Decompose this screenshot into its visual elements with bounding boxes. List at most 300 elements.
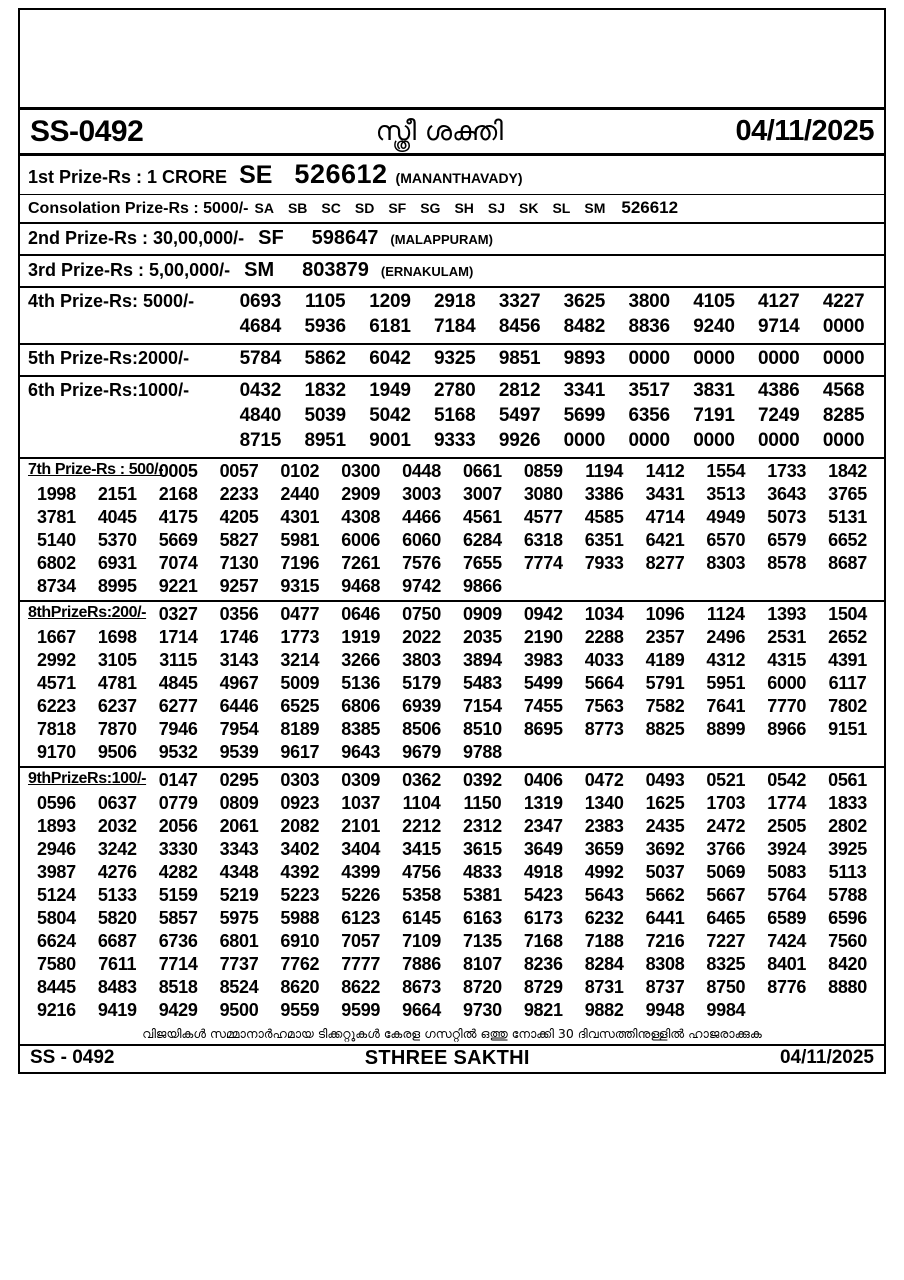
prize-number: 5042 [369,405,411,426]
consolation-series-letter: SB [287,200,308,216]
prize-number: 8729 [523,977,563,997]
eighth-prize-label: 8thPrizeRs:200/- [28,604,147,621]
grid-spacer: 0000 [822,430,865,451]
prize-number: 6356 [628,405,670,426]
prize-number: 1504 [828,604,867,624]
prize-number: 9617 [280,742,320,762]
prize-number: 6237 [97,696,137,716]
prize-number: 5667 [706,885,746,905]
prize-number: 6277 [158,696,198,716]
prize-number: 3386 [584,484,624,504]
prize-number: 5951 [706,673,746,693]
prize-number: 5140 [37,530,76,550]
prize-number: 5804 [37,908,76,928]
prize-number: 4585 [584,507,624,527]
prize-number: 1773 [280,627,320,647]
prize-number: 5483 [463,673,502,693]
prize-number: 1124 [706,604,745,624]
prize-number: 5643 [584,885,624,905]
prize-number: 5788 [828,885,867,905]
footer-lottery-name: STHREE SAKTHI [364,1046,530,1069]
prize-number: 0750 [402,604,441,624]
prize-number: 7216 [645,931,685,951]
prize-number: 2288 [584,627,624,647]
prize-number: 6441 [645,908,685,928]
prize-number: 3800 [628,291,670,312]
prize-number: 0493 [645,770,685,790]
first-prize-number: 526612 [294,159,388,189]
prize-number: 2505 [767,816,807,836]
prize-number: 8325 [706,954,746,974]
prize-number: 9664 [402,1000,441,1020]
prize-number: 6589 [767,908,807,928]
prize-number: 7130 [219,553,259,573]
second-prize-row [20,224,884,256]
prize-number: 7424 [767,931,807,951]
prize-number: 5069 [706,862,746,882]
prize-number: 4105 [693,291,735,312]
prize-number: 0859 [523,461,563,481]
prize-number: 8524 [219,977,259,997]
prize-number: 8510 [463,719,502,739]
grid-spacer: 0000 [758,430,800,451]
consolation-prize-label: Consolation Prize-Rs : 5000/- [28,200,249,217]
prize-number: 9559 [280,1000,320,1020]
prize-number: 8420 [828,954,867,974]
prize-number: 0472 [584,770,624,790]
prize-number: 1150 [463,793,502,813]
prize-number: 4833 [463,862,502,882]
prize-number: 1714 [158,627,198,647]
prize-number: 4175 [158,507,198,527]
prize-number: 7611 [98,954,137,974]
prize-number: 7870 [97,719,137,739]
prize-number: 5168 [434,405,476,426]
prize-number: 2082 [280,816,320,836]
prize-number: 1667 [37,627,76,647]
prize-number: 7774 [523,553,563,573]
prize-number: 3987 [37,862,76,882]
prize-number: 6232 [584,908,624,928]
prize-number: 8825 [645,719,685,739]
prize-number: 8189 [280,719,320,739]
prize-number: 3343 [219,839,259,859]
prize-number: 5083 [767,862,807,882]
prize-number: 2357 [645,627,685,647]
prize-number: 7777 [341,954,381,974]
prize-number: 3115 [159,650,198,670]
prize-number: 2190 [523,627,563,647]
ninth-prize-label: 9thPrizeRs:100/- [28,770,147,787]
prize-number: 9257 [219,576,259,596]
prize-number: 2812 [498,380,541,401]
prize-number: 4391 [828,650,867,670]
prize-number: 3615 [463,839,502,859]
fifth-prize-label: 5th Prize-Rs:2000/- [28,348,190,368]
prize-number: 7135 [463,931,502,951]
prize-number: 6145 [402,908,441,928]
prize-number: 1194 [585,461,624,481]
prize-number: 8995 [97,576,137,596]
prize-number: 8773 [584,719,624,739]
prize-number: 7560 [828,931,867,951]
prize-number: 5784 [239,348,282,369]
prize-number: 4189 [645,650,685,670]
prize-number: 0356 [219,604,259,624]
prize-number: 9325 [434,348,476,369]
prize-number: 7074 [158,553,198,573]
prize-number: 9948 [645,1000,685,1020]
prize-number: 9240 [693,316,735,337]
prize-number: 6802 [37,553,76,573]
prize-number: 8518 [158,977,198,997]
prize-number: 0561 [828,770,867,790]
prize-number: 1105 [304,291,346,312]
second-prize-number: 598647 [311,227,379,249]
prize-number: 4386 [758,380,800,401]
prize-number: 2496 [706,627,746,647]
prize-number: 7802 [828,696,867,716]
first-prize-row [20,156,884,195]
seventh-prize-label: 7th Prize-Rs : 500/- [28,461,164,478]
prize-number: 3625 [563,291,606,312]
prize-number: 1340 [584,793,624,813]
prize-number: 8622 [341,977,381,997]
prize-number: 7455 [523,696,563,716]
consolation-series-letter: SH [454,200,474,216]
ninth-prize-grid [26,770,878,1021]
prize-number: 3330 [158,839,198,859]
prize-number: 0779 [158,793,198,813]
prize-number: 9742 [402,576,441,596]
prize-number: 3659 [584,839,624,859]
prize-number: 8506 [402,719,441,739]
result-frame [18,8,886,1074]
draw-code: SS-0492 [30,114,144,148]
prize-number: 4312 [706,650,746,670]
consolation-series-letter: SD [354,200,375,216]
prize-number: 5827 [219,530,259,550]
prize-number: 6579 [767,530,807,550]
prize-number: 6570 [706,530,746,550]
prize-number: 9643 [341,742,381,762]
prize-number: 4282 [158,862,198,882]
prize-number: 0303 [280,770,320,790]
prize-number: 1554 [706,461,746,481]
prize-number: 7580 [37,954,76,974]
prize-number: 1919 [341,627,381,647]
prize-number: 2056 [158,816,198,836]
prize-number: 5862 [304,348,346,369]
second-prize-label: 2nd Prize-Rs : 30,00,000/- [28,228,245,248]
prize-number: 1319 [523,793,563,813]
prize-number: 5499 [523,673,563,693]
prize-number: 9429 [158,1000,198,1020]
prize-number: 1833 [828,793,867,813]
prize-number: 0327 [158,604,198,624]
prize-number: 4308 [341,507,381,527]
prize-number: 9468 [341,576,381,596]
fifth-prize-block [20,345,884,377]
prize-number: 0596 [37,793,76,813]
prize-number: 8578 [767,553,807,573]
prize-number: 6736 [158,931,198,951]
prize-number: 5226 [341,885,381,905]
prize-number: 4315 [767,650,807,670]
grid-spacer: 0000 [822,348,865,369]
consolation-series-letter: SJ [487,200,506,216]
consolation-series-letter: SF [388,200,407,216]
prize-number: 0147 [158,770,198,790]
sixth-prize-label: 6th Prize-Rs:1000/- [28,380,190,400]
prize-number: 1949 [369,380,411,401]
prize-number: 5009 [280,673,320,693]
prize-number: 2061 [219,816,259,836]
eighth-prize-grid [26,604,878,763]
prize-number: 3765 [828,484,867,504]
prize-number: 3692 [645,839,685,859]
prize-number: 9679 [402,742,441,762]
prize-number: 7946 [158,719,198,739]
prize-number: 8483 [97,977,137,997]
prize-number: 4227 [822,291,865,312]
lottery-title-malayalam: സ്ത്രീ ശക്തി [375,116,504,147]
prize-number: 1703 [706,793,746,813]
seventh-prize-grid [26,461,878,597]
prize-number: 9984 [706,1000,746,1020]
third-prize-label: 3rd Prize-Rs : 5,00,000/- [28,260,231,280]
prize-number: 4571 [37,673,76,693]
grid-spacer: 0000 [628,430,670,451]
logo-placeholder-box [20,10,884,110]
prize-number: 9221 [158,576,198,596]
prize-number: 0300 [341,461,381,481]
sixth-prize-numbers [228,380,876,452]
prize-number: 0005 [158,461,198,481]
prize-number: 7714 [158,954,198,974]
fourth-prize-label: 4th Prize-Rs: 5000/- [28,291,195,311]
prize-number: 7655 [463,553,502,573]
prize-number: 0661 [463,461,502,481]
prize-number: 1096 [645,604,685,624]
prize-number: 4967 [219,673,259,693]
prize-number: 2472 [706,816,746,836]
prize-number: 8236 [523,954,563,974]
eighth-prize-block [20,602,884,768]
prize-number: 2347 [523,816,563,836]
prize-number: 9866 [463,576,502,596]
prize-number: 3517 [628,380,670,401]
grid-spacer: 0000 [628,348,670,369]
prize-number: 7886 [402,954,441,974]
prize-number: 7057 [341,931,381,951]
prize-number: 4577 [523,507,563,527]
second-prize-series: SF [258,227,284,249]
prize-number: 5370 [97,530,137,550]
prize-number: 0542 [767,770,807,790]
prize-number: 2909 [341,484,381,504]
prize-number: 7762 [280,954,320,974]
prize-number: 1774 [767,793,807,813]
prize-number: 3894 [463,650,502,670]
prize-number: 1842 [828,461,867,481]
prize-number: 3080 [523,484,563,504]
prize-number: 3766 [706,839,746,859]
consolation-series-letters [255,200,606,216]
prize-number: 9599 [341,1000,381,1020]
prize-number: 9216 [37,1000,76,1020]
consolation-series-letter: SM [584,200,606,216]
prize-number: 3643 [767,484,807,504]
prize-number: 2212 [402,816,441,836]
prize-number: 7954 [219,719,259,739]
prize-number: 0477 [280,604,320,624]
prize-number: 9532 [158,742,198,762]
prize-number: 2022 [402,627,441,647]
prize-number: 5358 [402,885,441,905]
prize-number: 8720 [463,977,502,997]
prize-number: 3431 [645,484,685,504]
prize-number: 5136 [341,673,381,693]
prize-number: 5131 [828,507,867,527]
prize-number: 2168 [158,484,198,504]
prize-number: 3402 [280,839,320,859]
fourth-prize-block [20,288,884,345]
third-prize-row [20,256,884,288]
prize-number: 5981 [280,530,320,550]
prize-number: 6465 [706,908,746,928]
prize-number: 3803 [402,650,441,670]
prize-number: 5037 [645,862,685,882]
prize-number: 5073 [767,507,807,527]
prize-number: 1104 [402,793,441,813]
prize-number: 0809 [219,793,259,813]
prize-number: 9926 [498,430,541,451]
prize-number: 6806 [341,696,381,716]
prize-number: 2435 [645,816,685,836]
prize-number: 1698 [97,627,137,647]
prize-number: 7818 [37,719,76,739]
prize-number: 8737 [645,977,685,997]
third-prize-place: (ERNAKULAM) [380,264,474,279]
prize-number: 8385 [341,719,381,739]
prize-number: 0432 [239,380,282,401]
prize-number: 9419 [97,1000,137,1020]
prize-number: 6223 [37,696,76,716]
prize-number: 6318 [523,530,563,550]
prize-number: 4276 [97,862,137,882]
prize-number: 5936 [304,316,346,337]
prize-number: 0102 [280,461,320,481]
prize-number: 5113 [828,862,867,882]
prize-number: 4568 [822,380,865,401]
prize-number: 8285 [822,405,865,426]
prize-number: 6931 [97,553,137,573]
prize-number: 4033 [584,650,624,670]
prize-number: 0362 [402,770,441,790]
prize-number: 1832 [304,380,346,401]
grid-spacer: 0000 [758,348,800,369]
prize-number: 5159 [158,885,198,905]
prize-number: 4949 [706,507,746,527]
prize-number: 6117 [828,673,867,693]
third-prize-series: SM [244,259,275,281]
prize-number: 3983 [523,650,563,670]
prize-number: 7563 [584,696,624,716]
prize-number: 5223 [280,885,320,905]
prize-number: 4756 [402,862,441,882]
prize-number: 2531 [767,627,807,647]
prize-number: 8731 [584,977,624,997]
prize-number: 9821 [523,1000,563,1020]
prize-number: 6181 [369,316,411,337]
prize-number: 5857 [158,908,198,928]
prize-number: 9714 [758,316,800,337]
prize-number: 7227 [706,931,746,951]
prize-number: 9333 [434,430,476,451]
prize-number: 7933 [584,553,624,573]
grid-spacer: 0000 [693,348,735,369]
prize-number: 1893 [37,816,76,836]
consolation-prize-row [20,195,884,224]
prize-number: 6939 [402,696,441,716]
prize-number: 5699 [563,405,606,426]
prize-number: 3105 [97,650,137,670]
prize-number: 8715 [239,430,282,451]
prize-number: 4392 [280,862,320,882]
prize-number: 8951 [304,430,346,451]
consolation-series-letter: SA [254,200,274,216]
prize-number: 3831 [693,380,735,401]
prize-number: 2946 [37,839,76,859]
prize-number: 6525 [280,696,320,716]
prize-number: 2918 [434,291,476,312]
prize-number: 7191 [693,405,735,426]
prize-number: 2440 [280,484,320,504]
prize-number: 5381 [463,885,502,905]
prize-number: 7737 [219,954,259,974]
prize-number: 8673 [402,977,441,997]
prize-number: 6910 [280,931,320,951]
prize-number: 5423 [523,885,563,905]
footer-row [20,1046,884,1074]
prize-number: 2780 [434,380,476,401]
prize-number: 4992 [584,862,624,882]
prize-number: 8456 [498,316,541,337]
prize-number: 8695 [523,719,563,739]
prize-number: 8284 [584,954,624,974]
ninth-prize-block [20,768,884,1024]
prize-number: 6801 [219,931,259,951]
prize-number: 6596 [828,908,867,928]
prize-number: 8687 [828,553,867,573]
prize-number: 2802 [828,816,867,836]
prize-number: 2992 [37,650,76,670]
prize-number: 6351 [584,530,624,550]
prize-number: 3242 [97,839,137,859]
prize-number: 0637 [97,793,137,813]
prize-number: 9170 [37,742,76,762]
prize-number: 1998 [37,484,76,504]
prize-number: 7188 [584,931,624,951]
fourth-prize-numbers [228,291,876,338]
prize-number: 6042 [369,348,411,369]
footer-draw-date: 04/11/2025 [779,1047,874,1069]
prize-number: 3415 [402,839,441,859]
prize-number: 6000 [767,673,807,693]
prize-number: 7184 [434,316,476,337]
header-row [20,110,884,156]
